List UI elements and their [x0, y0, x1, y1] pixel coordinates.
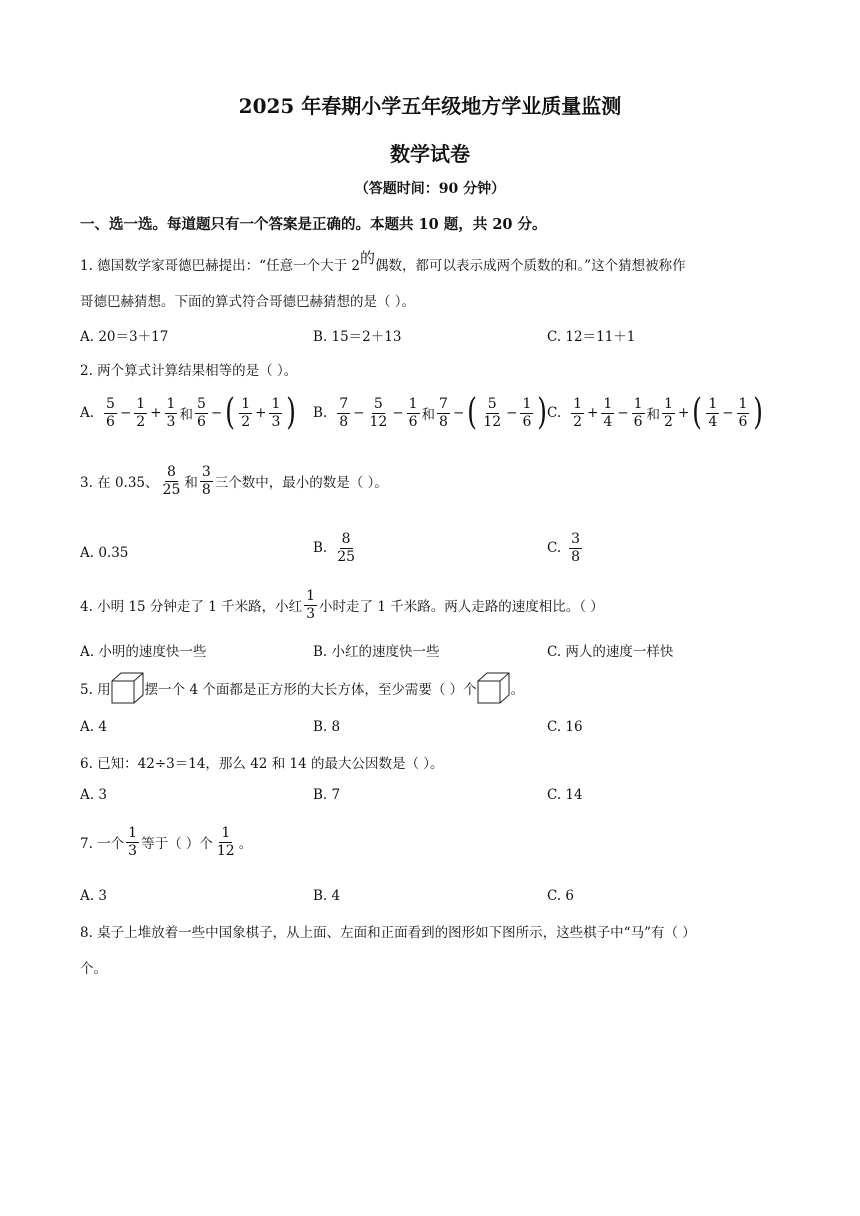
minus-sign: −: [119, 405, 132, 421]
question-1-line-2: 哥德巴赫猜想。下面的算式符合哥德巴赫猜想的是（ ）。: [80, 294, 416, 310]
minus-sign: −: [392, 405, 404, 421]
question-5-text-post: 。: [510, 682, 525, 698]
question-5-stem: [80, 672, 524, 704]
and-word: 和: [184, 475, 198, 492]
question-3-text-post: 三个数中，最小的数是（ ）。: [214, 475, 388, 492]
cube-icon: [477, 672, 511, 704]
question-7-stem: [80, 826, 252, 858]
fraction: $\frac{1}{4}$: [603, 395, 613, 430]
question-7-text-mid: 等于（ ）个: [141, 836, 213, 853]
question-1-option-c[interactable]: C. 12＝11＋1: [547, 329, 636, 345]
fraction: $\frac{5}{12}$: [369, 395, 388, 430]
question-6-option-c[interactable]: C. 14: [547, 787, 583, 803]
right-paren: ): [537, 392, 548, 433]
cube-icon: [111, 672, 145, 704]
question-6-option-b[interactable]: B. 7: [313, 787, 341, 803]
option-label: B.: [313, 405, 328, 421]
fraction: $\frac{1}{2}$: [664, 395, 673, 430]
and-word: 和: [179, 407, 193, 423]
question-7-text-post: 。: [238, 836, 253, 853]
question-2-option-b[interactable]: [313, 392, 549, 433]
fraction: $\frac{1}{2}$: [573, 395, 583, 430]
question-4-option-a[interactable]: A. 小明的速度快一些: [80, 644, 207, 660]
right-paren: ): [286, 392, 297, 433]
question-2-stem: 2. 两个算式计算结果相等的是（ ）。: [80, 363, 298, 379]
fraction: $\frac{8}{25}$: [337, 531, 356, 565]
fraction: $\frac{5}{12}$: [483, 395, 502, 430]
fraction: $\frac{3}{8}$: [571, 531, 581, 565]
question-5-text-mid: 摆一个 4 个面都是正方形的大长方体，至少需要（ ）个: [144, 682, 477, 698]
option-label: A.: [80, 405, 95, 421]
question-1-line-1: [80, 249, 686, 275]
fraction: $\frac{1}{3}$: [166, 395, 176, 430]
left-paren: (: [467, 392, 478, 433]
option-label: B.: [313, 540, 328, 557]
exam-subject: 数学试卷: [390, 142, 470, 166]
question-8-line-1: 8. 桌子上堆放着一些中国象棋子，从上面、左面和正面看到的图形如下图所示，这些棋子中“马”有（ ）: [80, 925, 696, 941]
question-2-option-a[interactable]: [80, 392, 298, 433]
question-4-text-post: 小时走了 1 千米路。两人走路的速度相比。（ ）: [319, 599, 604, 616]
question-1-text-b: 偶数，都可以表示成两个质数的和。”这个猜想被称作: [374, 258, 686, 274]
question-5-option-c[interactable]: C. 16: [547, 719, 583, 735]
left-paren: (: [225, 392, 236, 433]
question-3-option-c[interactable]: [547, 532, 584, 564]
question-4-option-c[interactable]: C. 两人的速度一样快: [547, 644, 674, 660]
right-paren: ): [753, 392, 764, 433]
question-3-text-pre: 3. 在 0.35、: [80, 475, 159, 492]
exam-time-note: （答题时间：90 分钟）: [354, 181, 506, 197]
minus-sign: −: [210, 405, 223, 421]
option-label: C.: [547, 405, 562, 421]
question-7-option-a[interactable]: A. 3: [80, 888, 107, 904]
minus-sign: −: [353, 405, 365, 421]
question-1-text-a: 1. 德国数学家哥德巴赫提出：“任意一个大于 2: [80, 258, 360, 274]
fraction: $\frac{7}{8}$: [339, 395, 349, 430]
question-6-option-a[interactable]: A. 3: [80, 787, 107, 803]
question-3-stem: [80, 465, 388, 497]
question-5-option-b[interactable]: B. 8: [313, 719, 341, 735]
question-4-stem: [80, 589, 604, 621]
fraction: $\frac{8}{25}$: [162, 464, 181, 498]
question-3-option-a[interactable]: A. 0.35: [80, 545, 129, 561]
question-2-option-c[interactable]: [547, 392, 766, 433]
question-1-option-a[interactable]: A. 20＝3＋17: [80, 329, 169, 345]
fraction: $\frac{5}{6}$: [106, 395, 115, 430]
fraction: $\frac{5}{6}$: [196, 395, 206, 430]
question-6-stem: 6. 已知：42÷3＝14，那么 42 和 14 的最大公因数是（ ）。: [80, 756, 444, 772]
plus-sign: +: [677, 405, 690, 421]
fraction: $\frac{7}{8}$: [439, 395, 448, 430]
minus-sign: −: [506, 405, 518, 421]
question-1-superscript: 的: [359, 249, 375, 267]
left-paren: (: [692, 392, 703, 433]
question-5-option-a[interactable]: A. 4: [80, 719, 107, 735]
minus-sign: −: [452, 405, 465, 421]
question-1-option-b[interactable]: B. 15＝2＋13: [313, 329, 402, 345]
fraction: $\frac{1}{2}$: [241, 395, 251, 430]
and-word: 和: [646, 407, 661, 423]
question-5-text-pre: 5. 用: [80, 682, 111, 698]
question-7-text-pre: 7. 一个: [80, 836, 125, 853]
minus-sign: −: [617, 405, 629, 421]
fraction: $\frac{3}{8}$: [201, 464, 211, 498]
question-7-option-b[interactable]: B. 4: [313, 888, 341, 904]
question-3-option-b[interactable]: [313, 532, 359, 564]
question-4-text-pre: 4. 小明 15 分钟走了 1 千米路，小红: [80, 599, 303, 616]
fraction: $\frac{1}{6}$: [633, 395, 643, 430]
fraction: $\frac{1}{3}$: [271, 395, 281, 430]
question-4-option-b[interactable]: B. 小红的速度快一些: [313, 644, 440, 660]
fraction: $\frac{1}{6}$: [522, 395, 532, 430]
fraction: $\frac{1}{3}$: [306, 588, 316, 622]
minus-sign: −: [722, 405, 734, 421]
section-heading: 一、选一选。每道题只有一个答案是正确的。本题共 10 题，共 20 分。: [80, 216, 547, 233]
fraction: $\frac{1}{6}$: [738, 395, 748, 430]
fraction: $\frac{1}{4}$: [708, 395, 718, 430]
question-8-line-2: 个。: [80, 961, 107, 977]
and-word: 和: [421, 407, 436, 423]
plus-sign: +: [587, 405, 599, 421]
plus-sign: +: [255, 405, 267, 421]
plus-sign: +: [150, 405, 162, 421]
question-7-option-c[interactable]: C. 6: [547, 888, 575, 904]
fraction: $\frac{1}{3}$: [128, 825, 138, 859]
fraction: $\frac{1}{2}$: [136, 395, 146, 430]
option-label: C.: [547, 540, 562, 557]
fraction: $\frac{1}{6}$: [408, 395, 418, 430]
exam-title: 2025 年春期小学五年级地方学业质量监测: [238, 94, 622, 118]
fraction: $\frac{1}{12}$: [216, 825, 235, 859]
